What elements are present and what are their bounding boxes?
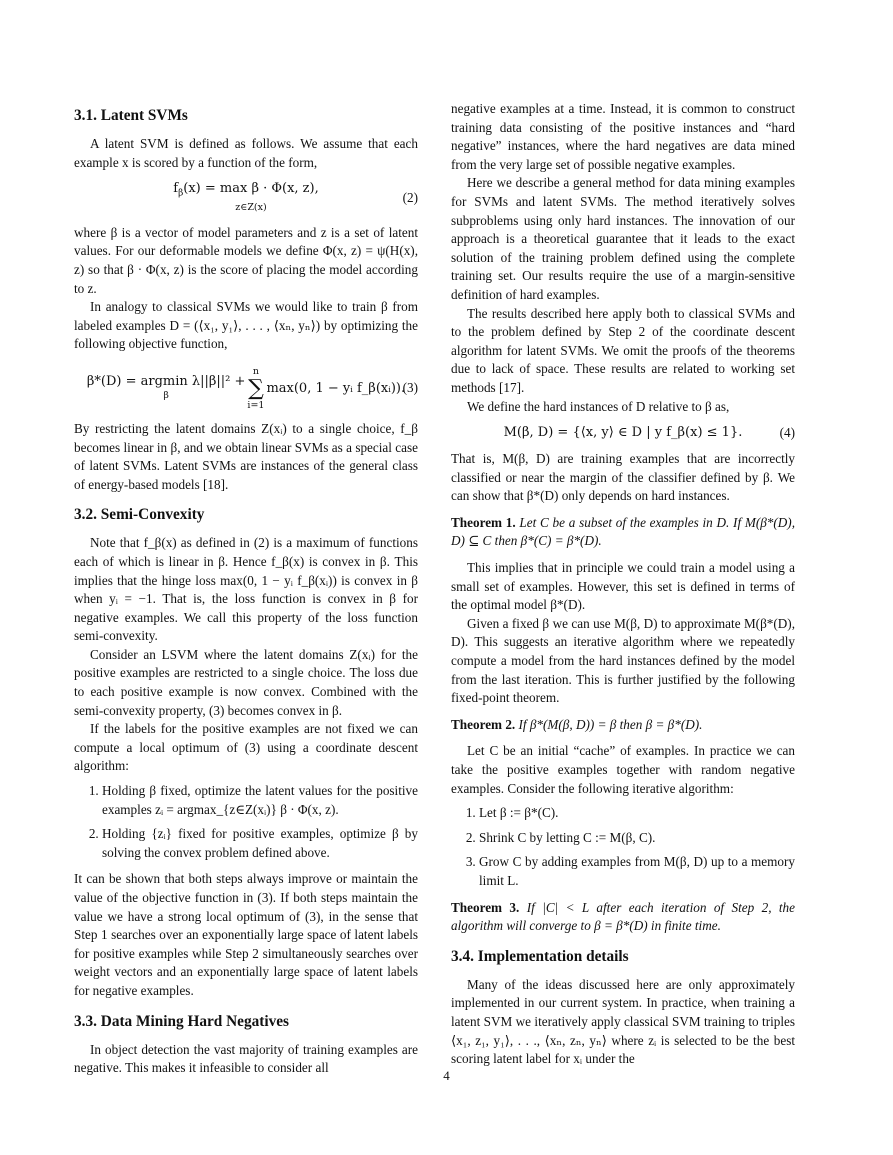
theorem-label: Theorem 2. bbox=[451, 716, 516, 732]
right-column bbox=[451, 100, 795, 1069]
paragraph: The results described here apply both to classical SVMs and to the problem defined by Step 2 of the coordinate descent algorithm for latent SVMs. We omit the proofs of the theorems due to lack of space. These results are related to working set methods [17]. bbox=[451, 305, 795, 395]
eq3-part-b: max(0, 1 − yᵢ f_β(xᵢ)). bbox=[266, 380, 406, 396]
eq3-part-a: β*(D) = argmin λ||β||² + bbox=[86, 373, 246, 389]
theorem-text: If |C| < L after each iteration of Step 2, the algorithm will converge to β = β*(D) in finite time. bbox=[451, 899, 796, 934]
theorem-label: Theorem 1. bbox=[451, 514, 516, 530]
theorem-label: Theorem 3. bbox=[451, 899, 520, 915]
section-heading-semi-convexity: 3.2. Semi-Convexity bbox=[74, 506, 205, 524]
paragraph: If the labels for the positive examples are not fixed we can compute a local optimum of (3) using a coordinate descent algorithm: bbox=[74, 721, 418, 774]
paragraph: Many of the ideas discussed here are only approximately implemented in our current system. In practice, when training a latent SVM we iteratively apply classical SVM training to triples ⟨x₁, z₁, y₁⟩, . . ., ⟨xₙ, zₙ, yₙ⟩ where zᵢ is selected to be the best scoring latent label for xᵢ under the bbox=[451, 976, 795, 1067]
equation-2: $f_\beta(x) = \max \beta \cdot \Phi(x$, z), z∈Z(x) (2) bbox=[173, 181, 418, 213]
section-heading-data-mining: 3.3. Data Mining Hard Negatives bbox=[74, 1012, 289, 1030]
page-number: 4 bbox=[443, 1068, 450, 1083]
section-heading-latent-svms: 3.1. Latent SVMs bbox=[74, 107, 188, 124]
iterative-algorithm-steps bbox=[451, 804, 795, 890]
eq2-lhs: f bbox=[173, 181, 179, 197]
equation-number: (2) bbox=[402, 189, 418, 205]
left-column bbox=[74, 100, 418, 1078]
list-item: 1. Let β := β*(C). bbox=[479, 804, 795, 823]
paragraph: Here we describe a general method for data mining examples for SVMs and latent SVMs. The method iteratively solves subproblems using only hard instances. The innovation of our approach is a theoretical guarantee that it leads to the exact solution of the training problem defined using the complete training set. Our results require the use of a margin-sensitive definition of hard examples. bbox=[451, 175, 795, 302]
paragraph: where β is a vector of model parameters and z is a set of latent values. For our deformable models we define Φ(x, z) = ψ(H(x), z) so that β · Φ(x, z) is the score of placing the model according to z. bbox=[74, 224, 418, 296]
equation-4 bbox=[451, 424, 795, 442]
paragraph: A latent SVM is defined as follows. We assume that each example x is scored by a function of the form, bbox=[74, 136, 418, 170]
equation-number: (4) bbox=[779, 425, 795, 441]
paragraph: Given a fixed β we can use M(β, D) to approximate M(β*(D), D). This suggests an iterative algorithm where we repeatedly compute a model from the hard instances defined by the model from the last iteration. This is further justified by the following fixed-point theorem. bbox=[451, 615, 795, 706]
eq4-body: M(β, D) = {⟨x, y⟩ ∈ D | y f_β(x) ≤ 1}. bbox=[503, 425, 743, 441]
theorem-1 bbox=[451, 514, 795, 551]
paragraph: It can be shown that both steps always improve or maintain the value of the objective function in (3). If both steps maintain the value we have a strong local optimum of (3), in the sense that Step 1 searches over an exponentially large space of latent labels for positive examples while Step 2 simultaneously searches over weight vectors and an exponentially large space of latent labels for negative examples. bbox=[74, 871, 418, 998]
list-item: 1. Holding β fixed, optimize the latent values for the positive examples zᵢ = argmax_{z∈Z(xᵢ)} β · Φ(x, z). bbox=[102, 782, 418, 819]
theorem-text: If β*(M(β, D)) = β then β = β*(D). bbox=[518, 716, 703, 732]
theorem-text: Let C be a subset of the examples in D. If M(β*(D), D) ⊆ C then β*(C) = β*(D). bbox=[451, 514, 796, 549]
list-item: 2. Holding {zᵢ} fixed for positive examples, optimize β by solving the convex problem defined above. bbox=[102, 825, 418, 862]
paragraph: negative examples at a time. Instead, it is common to construct training data consisting of the positive instances and “hard negative” instances, where the hard negatives are data mined from the very large set of possible negative examples. bbox=[451, 101, 795, 172]
paragraph: This implies that in principle we could train a model using a small set of examples. However, this set is defined in terms of the optimal model β*(D). bbox=[451, 560, 795, 613]
paragraph: We define the hard instances of D relative to β as, bbox=[467, 398, 730, 414]
list-item: 3. Grow C by adding examples from M(β, D) up to a memory limit L. bbox=[479, 853, 795, 890]
coordinate-descent-steps bbox=[74, 782, 418, 862]
paragraph: That is, M(β, D) are training examples that are incorrectly classified or near the margin of the classifier defined by β. We can show that β*(D) only depends on hard instances. bbox=[451, 451, 795, 504]
equation-number: (3) bbox=[402, 379, 418, 395]
paragraph: Consider an LSVM where the latent domains Z(xᵢ) for the positive examples are restricted to a single choice. The loss due to each positive example is now convex. Combined with the semi-convexity property, (3) becomes convex in β. bbox=[74, 646, 418, 718]
paragraph: In object detection the vast majority of training examples are negative. This makes it infeasible to consider all bbox=[74, 1041, 418, 1076]
paragraph: By restricting the latent domains Z(xᵢ) to a single choice, f_β becomes linear in β, and we obtain linear SVMs as a special case of latent SVMs. Latent SVMs are instances of the general class of energy-based models [18]. bbox=[74, 420, 418, 492]
theorem-2 bbox=[451, 716, 795, 735]
section-heading-implementation: 3.4. Implementation details bbox=[451, 947, 629, 965]
list-item: 2. Shrink C by letting C := M(β, C). bbox=[479, 829, 795, 848]
paragraph: In analogy to classical SVMs we would like to train β from labeled examples D = (⟨x₁, y₁⟩, . . . , ⟨xₙ, yₙ⟩) by optimizing the following objective function, bbox=[74, 299, 418, 352]
sum-symbol: n ∑ i=1 bbox=[247, 365, 265, 411]
eq2-text: (x) = max β · Φ(x, z), bbox=[183, 181, 319, 197]
paragraph: Note that f_β(x) as defined in (2) is a maximum of functions each of which is linear in β. Hence f_β(x) is convex in β. This implies that the hinge loss max(0, 1 − yᵢ f_β(xᵢ)) is convex in β when yᵢ = −1. That is, the loss function is convex in β for negative examples. We call this property of the loss function semi-convexity. bbox=[74, 535, 418, 644]
theorem-3 bbox=[451, 899, 795, 936]
eq2-subscript: z∈Z(x) bbox=[235, 201, 267, 213]
eq3-argmin-sub: β bbox=[163, 389, 169, 401]
equation-3 bbox=[74, 366, 418, 410]
paragraph: Let C be an initial “cache” of examples. In practice we can take the positive examples together with random negative examples. Consider the following iterative algorithm: bbox=[451, 743, 795, 796]
